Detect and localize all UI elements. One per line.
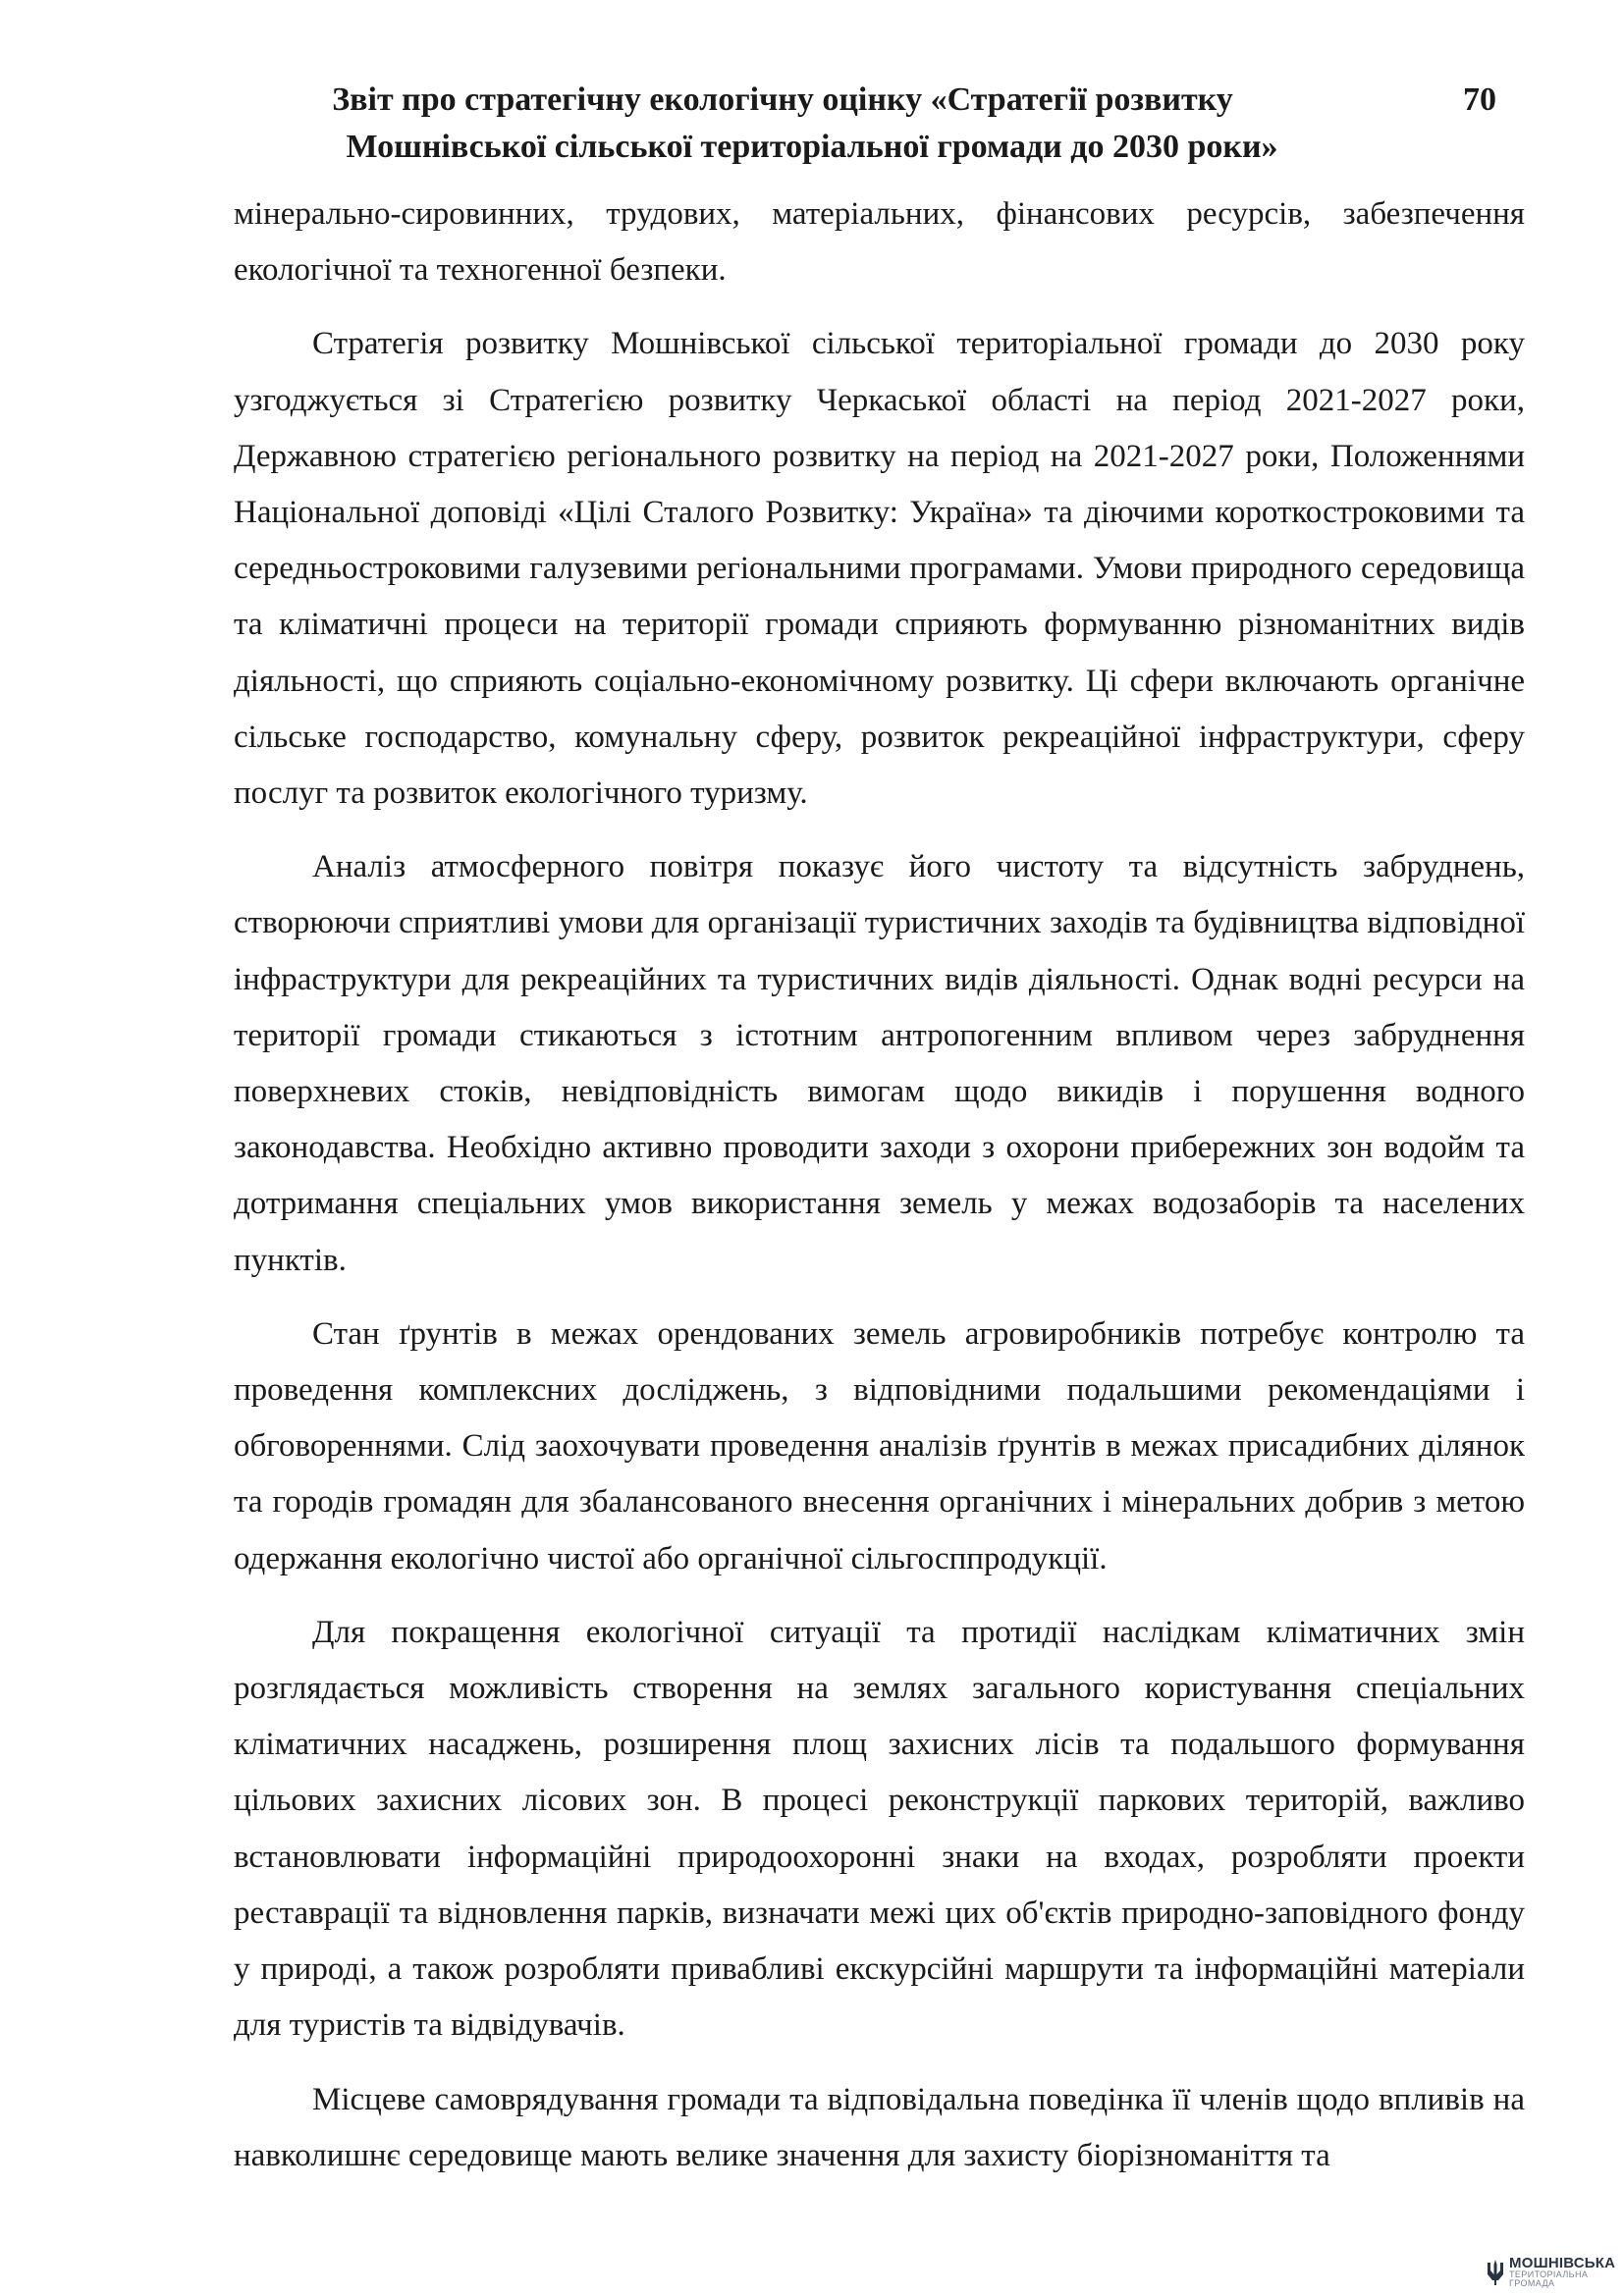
paragraph: Місцеве самоврядування громади та відповідальна поведінка її членів щодо впливів на навколишнє середовище мають велике значення для захисту біорізноманіття та xyxy=(234,2081,1525,2173)
title-line-2: Мошнівської сільської територіальної громади до 2030 роки» xyxy=(346,129,1278,165)
community-logo xyxy=(1486,2256,1615,2288)
paragraph-continuation: мінерально-сировинних, трудових, матеріальних, фінансових ресурсів, забезпечення екологічної та техногенної безпеки. xyxy=(234,196,1525,289)
page-number: 70 xyxy=(1463,81,1496,118)
title-line-1: Звіт про стратегічну екологічну оцінку «Стратегії розвитку xyxy=(332,81,1233,118)
logo-name: МОШНІВСЬКА xyxy=(1509,2255,1616,2271)
logo-subtitle-2: ГРОМАДА xyxy=(1509,2278,1555,2288)
trident-icon xyxy=(1486,2259,1505,2286)
logo-text xyxy=(1509,2256,1615,2288)
paragraph: Стан ґрунтів в межах орендованих земель агровиробників потребує контролю та проведення комплексних досліджень, з відповідними подальшими рекомендаціями і обговореннями. Слід заохочувати проведення аналізів ґрунтів в межах присадибних ділянок та городів громадян для збалансованого внесення органічних і мінеральних добрив з метою одержання екологічно чистої або органічної сільгосппродукції. xyxy=(234,1315,1525,1576)
logo-subtitle-1: ТЕРИТОРІАЛЬНА xyxy=(1509,2269,1589,2279)
document-title xyxy=(0,77,1624,171)
paragraph: Для покращення екологічної ситуації та протидії наслідкам кліматичних змін розглядається можливість створення на землях загального користування спеціальних кліматичних насаджень, розширення площ захисних лісів та подальшого формування цільових захисних лісових зон. В процесі реконструкції паркових територій, важливо встановлювати інформаційні природоохоронні знаки на входах, розробляти проекти реставрації та відновлення парків, визначати межі цих об'єктів природно-заповідного фонду у природі, а також розробляти привабливі екскурсійні маршрути та інформаційні матеріали для туристів та відвідувачів. xyxy=(234,1614,1525,2044)
document-body xyxy=(234,187,1525,2184)
paragraph: Аналіз атмосферного повітря показує його чистоту та відсутність забруднень, створюючи сприятливі умови для організації туристичних заходів та будівництва відповідної інфраструктури для рекреаційних та туристичних видів діяльності. Однак водні ресурси на території громади стикаються з істотним антропогенним впливом через забруднення поверхневих стоків, невідповідність вимогам щодо викидів і порушення водного законодавства. Необхідно активно проводити заходи з охорони прибережних зон водойм та дотримання спеціальних умов використання земель у межах водозаборів та населених пунктів. xyxy=(234,849,1525,1278)
paragraph: Стратегія розвитку Мошнівської сільської територіальної громади до 2030 року узгоджується зі Стратегією розвитку Черкаської області на період 2021-2027 роки, Державною стратегією регіонального розвитку на період на 2021-2027 роки, Положеннями Національної доповіді «Цілі Сталого Розвитку: Україна» та діючими короткостроковими та середньостроковими галузевими регіональними програмами. Умови природного середовища та кліматичні процеси на території громади сприяють формуванню різноманітних видів діяльності, що сприяють соціально-економічному розвитку. Ці сфери включають органічне сільське господарство, комунальну сферу, розвиток рекреаційної інфраструктури, сферу послуг та розвиток екологічного туризму. xyxy=(234,326,1525,812)
page-header xyxy=(0,77,1624,175)
